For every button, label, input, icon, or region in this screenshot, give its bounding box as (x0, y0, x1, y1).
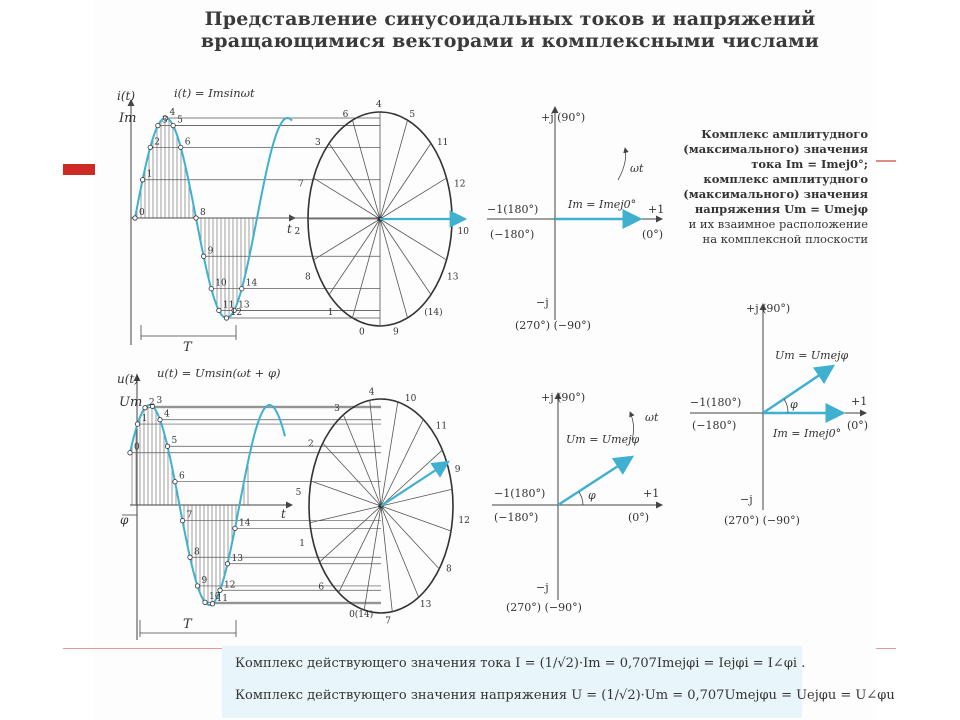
note-line: напряжения Um = Umejφ (694, 202, 868, 216)
wave-point-label: 7 (186, 510, 193, 521)
note-line: Комплекс амплитудного (701, 127, 868, 141)
wave-sample-point (225, 562, 229, 566)
wave-sample-point (173, 479, 177, 483)
title-line-1: Представление синусоидальных токов и напряжений (204, 8, 816, 30)
plane2-rotation-label: ωt (645, 411, 659, 424)
plane1-neg-j-angles: (270°) (−90°) (515, 319, 591, 332)
note-line: (максимального) значения (683, 142, 868, 156)
plane1-pos-one: +1 (648, 203, 665, 216)
circle-point-label: 12 (453, 179, 466, 190)
circle-point-label: 5 (409, 109, 416, 120)
voltage-rotating-circle (296, 388, 470, 627)
note-line: на комплексной плоскости (702, 232, 868, 246)
plane2-pos-one-alt: (0°) (628, 511, 650, 524)
plane2-neg-one-alt: (−180°) (494, 511, 539, 524)
circle-point-label: 1 (327, 308, 334, 319)
wave-sample-point (158, 418, 162, 422)
wave-sample-point (194, 216, 198, 220)
circle-point-label: 0 (358, 327, 365, 338)
wave-point-label: 3 (161, 115, 168, 126)
wave-sample-point (188, 555, 192, 559)
wave-point-label: 10 (209, 592, 221, 603)
wave-sample-point (180, 518, 184, 522)
plane3-angle: φ (790, 398, 798, 411)
circle-point-label: 13 (419, 600, 432, 611)
wave-point-label: 13 (231, 553, 243, 564)
circle-point-label: 7 (385, 616, 392, 627)
wave-point-label: 1 (141, 414, 148, 425)
plane2-pos-j: +j (90°) (541, 391, 586, 404)
wave-sample-point (165, 444, 169, 448)
circle-point-label: 9 (393, 327, 399, 338)
plane1-neg-one: −1(180°) (487, 203, 539, 216)
plane3-pos-j: +j (90°) (746, 302, 791, 315)
voltage-effective-formula: Комплекс действующего значения напряжения U = (1/√2)·Um = 0,707Umejφu = Uejφu = U∠φu (235, 688, 895, 703)
plane3-neg-one: −1(180°) (690, 396, 742, 409)
circle-point-label: 4 (376, 100, 382, 110)
wave-sample-point (128, 451, 132, 455)
voltage-period-label: T (183, 617, 192, 632)
wave-sample-point (217, 308, 221, 312)
wave-sample-point (201, 254, 205, 258)
plane3-neg-one-alt: (−180°) (692, 419, 737, 432)
wave-point-label: 9 (207, 246, 214, 257)
current-rotating-circle (294, 100, 469, 337)
circle-point-label: 4 (368, 387, 375, 398)
plane1-vector-label: Im = Imej0° (568, 198, 637, 211)
circle-point-label: 8 (445, 564, 452, 575)
circle-point-label: 5 (295, 487, 302, 498)
wave-point-label: 2 (154, 137, 160, 148)
wave-sample-point (133, 216, 137, 220)
wave-point-label: 11 (222, 300, 235, 311)
wave-point-label: 12 (230, 308, 242, 318)
current-period-label: T (183, 340, 192, 355)
wave-point-label: 2 (149, 397, 155, 408)
complex-plane-current (487, 107, 664, 332)
circle-point-label: 10 (404, 393, 417, 404)
plane2-vector-label: Um = Umejφ (566, 433, 640, 446)
wave-point-label: 10 (215, 278, 227, 289)
note-line: комплекс амплитудного (703, 172, 868, 186)
circle-point-label: 10 (457, 227, 470, 238)
circle-point-label: 11 (435, 421, 448, 432)
current-waveform-panel (117, 86, 380, 355)
wave-point-label: 1 (146, 169, 153, 180)
wave-point-label: 9 (201, 575, 208, 586)
plane2-neg-j-angles: (270°) (−90°) (506, 601, 582, 614)
wave-point-label: 6 (179, 471, 185, 482)
complex-plane-combined (690, 302, 868, 527)
voltage-time-label: t (281, 507, 286, 521)
wave-sample-point (143, 406, 147, 410)
wave-sample-point (195, 584, 199, 588)
wave-point-label: 5 (171, 436, 178, 447)
current-amplitude-label: Im (119, 111, 137, 126)
circle-point-label: 2 (308, 439, 314, 450)
current-axis-label: i(t) (117, 89, 136, 103)
voltage-amplitude-label: Um (119, 395, 143, 410)
voltage-waveform-panel (117, 366, 381, 640)
wave-point-label: 0 (134, 442, 140, 453)
voltage-phase-label: φ (120, 513, 129, 527)
wave-point-label: 3 (156, 396, 163, 407)
title-line-2: вращающимися векторами и комплексными числами (200, 30, 820, 52)
wave-sample-point (179, 145, 183, 149)
plane2-angle: φ (588, 489, 596, 502)
combined-voltage-vector (763, 366, 833, 413)
wave-sample-point (171, 123, 175, 127)
wave-sample-point (140, 178, 144, 182)
rotation-arrow (618, 148, 626, 180)
plane1-pos-one-alt: (0°) (642, 228, 664, 241)
wave-sample-point (135, 422, 139, 426)
circle-point-label: 0(14) (349, 610, 374, 621)
plane2-neg-j: −j (536, 581, 549, 594)
wave-point-label: 14 (245, 278, 258, 289)
amplitude-note (640, 127, 868, 247)
wave-point-label: 6 (184, 137, 191, 148)
circle-point-label: 7 (298, 179, 304, 190)
wave-point-label: 14 (239, 518, 251, 529)
circle-point-label: 2 (294, 227, 301, 238)
circle-point-label: 13 (447, 272, 459, 283)
wave-point-label: 11 (216, 593, 228, 604)
note-line: (максимального) значения (683, 187, 868, 201)
circle-point-label: (14) (424, 308, 443, 319)
circle-point-label: 1 (299, 538, 306, 549)
plane1-pos-j: +j (90°) (541, 111, 586, 124)
plane3-neg-j-angles: (270°) (−90°) (724, 514, 800, 527)
voltage-formula: u(t) = Umsin(ωt + φ) (157, 366, 281, 380)
wave-point-label: 8 (194, 547, 200, 558)
wave-point-label: 5 (177, 115, 183, 126)
plane1-rotation-label: ωt (630, 162, 644, 175)
circle-point-label: 9 (454, 465, 461, 476)
current-formula: i(t) = Imsinωt (174, 86, 255, 100)
plane3-u-label: Um = Umejφ (775, 349, 849, 362)
plane2-neg-one: −1(180°) (494, 487, 546, 500)
wave-point-label: 8 (200, 208, 206, 218)
wave-point-label: 13 (238, 300, 250, 311)
circle-point-label: 3 (334, 403, 340, 414)
wave-sample-point (209, 287, 213, 291)
wave-sample-point (233, 526, 237, 530)
plane3-neg-j: −j (740, 493, 753, 506)
circle-point-label: 6 (318, 582, 325, 593)
wave-point-label: 4 (169, 108, 176, 118)
current-effective-formula: Комплекс действующего значения тока I = (1/√2)·Im = 0,707Imejφi = Iejφi = I∠φi . (235, 656, 806, 671)
voltage-axis-label: u(t) (117, 372, 139, 386)
circle-point-label: 3 (315, 138, 321, 149)
wave-point-label: 4 (164, 409, 170, 420)
plane3-pos-one: +1 (851, 395, 868, 408)
wave-sample-point (224, 316, 228, 320)
circle-point-label: 11 (436, 138, 449, 149)
voltage-phasor-arrow (381, 462, 448, 506)
plane3-i-label: Im = Imej0° (773, 427, 842, 440)
note-line: и их взаимное расположение (688, 217, 868, 231)
complex-plane-voltage (492, 391, 662, 614)
wave-point-label: 12 (224, 580, 236, 591)
wave-sample-point (156, 123, 160, 127)
wave-sample-point (203, 600, 207, 604)
plane1-neg-j: −j (536, 296, 549, 309)
plane2-pos-one: +1 (643, 487, 660, 500)
wave-point-label: 0 (139, 208, 145, 218)
circle-point-label: 6 (342, 109, 349, 120)
current-time-label: t (287, 222, 292, 236)
plane3-pos-one-alt: (0°) (847, 419, 869, 432)
plane1-neg-one-alt: (−180°) (490, 228, 535, 241)
note-line: тока Im = Imej0°; (751, 157, 868, 171)
circle-point-label: 8 (304, 272, 311, 283)
wave-sample-point (240, 287, 244, 291)
wave-sample-point (148, 145, 152, 149)
circle-point-label: 12 (458, 516, 470, 527)
